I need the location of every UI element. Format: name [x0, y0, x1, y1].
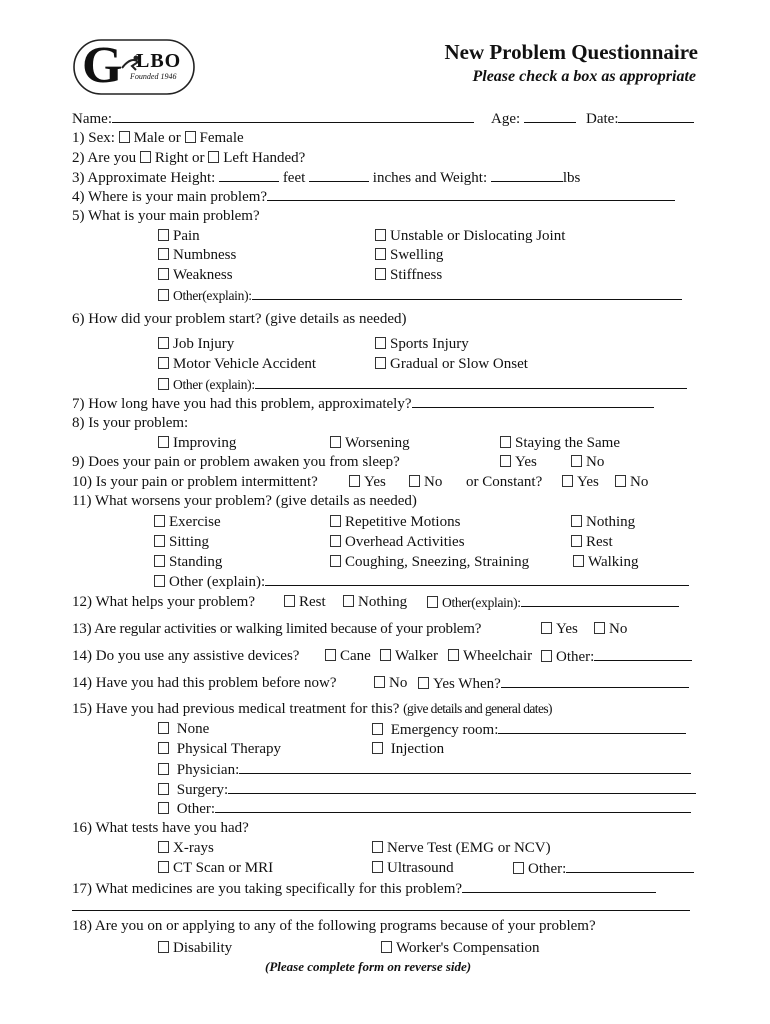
q7-row	[72, 394, 654, 413]
q18-opt-disability	[158, 939, 232, 957]
q16-ct-label: CT Scan or MRI	[173, 860, 274, 876]
name-row	[72, 109, 474, 128]
age-label: Age:	[491, 111, 521, 127]
q17-field[interactable]	[462, 879, 656, 893]
q6-sports-label: Sports Injury	[390, 336, 469, 352]
q15-physician-checkbox[interactable]	[158, 763, 169, 775]
q12-rest-checkbox[interactable]	[284, 595, 295, 607]
q5-other-field[interactable]	[252, 286, 682, 300]
q16-other-checkbox[interactable]	[513, 862, 524, 874]
q17-row	[72, 879, 656, 898]
q9-no-checkbox[interactable]	[571, 455, 582, 467]
q10-opt-yes	[349, 473, 386, 491]
q6-opt-sports	[375, 335, 469, 353]
q1-row	[72, 129, 244, 147]
q11-label: 11) What worsens your problem? (give details as needed)	[72, 493, 417, 509]
date-field[interactable]	[618, 109, 694, 123]
q15-surgery-checkbox[interactable]	[158, 783, 169, 795]
q8-improving-label: Improving	[173, 435, 237, 451]
q8-worsening-label: Worsening	[345, 435, 410, 451]
q2-right-checkbox[interactable]	[140, 151, 151, 163]
q4-label: 4) Where is your main problem?	[72, 189, 268, 205]
q14a-opt-walker	[380, 647, 438, 665]
q16-ct-checkbox[interactable]	[158, 861, 169, 873]
q3-label: 3) Approximate Height:	[72, 170, 216, 186]
q5-opt-numbness	[158, 246, 236, 264]
q10-or-constant: or Constant?	[466, 474, 543, 490]
q6-opt-gradual	[375, 355, 528, 373]
q10-yes-checkbox[interactable]	[349, 475, 360, 487]
q13-yes-checkbox[interactable]	[541, 622, 552, 634]
q13-yes-label: Yes	[556, 621, 578, 637]
q11-opt-repetitive	[330, 513, 460, 531]
q8-opt-improving	[158, 434, 236, 452]
q11-other-checkbox[interactable]	[154, 575, 165, 587]
q18-workers-label: Worker's Compensation	[396, 940, 540, 956]
q15-opt-pt	[158, 740, 281, 758]
q15-pt-checkbox[interactable]	[158, 742, 169, 754]
q15-none-checkbox[interactable]	[158, 722, 169, 734]
q8-label: 8) Is your problem:	[72, 415, 189, 431]
q6-job-label: Job Injury	[173, 336, 235, 352]
q9-opt-no	[571, 453, 604, 471]
q18-label: 18) Are you on or applying to any of the following programs because of your problem?	[72, 918, 596, 934]
q1-female-label: Female	[199, 130, 244, 146]
q15-physician-label: Physician:	[176, 762, 240, 778]
q3-inches-label: inches and Weight:	[372, 170, 488, 186]
q1-label: 1) Sex:	[72, 130, 115, 146]
q15-note: (give details and general dates)	[403, 701, 552, 716]
q2-right-label: Right or	[154, 150, 205, 166]
q14a-opt-cane	[325, 647, 371, 665]
q6-sports-checkbox[interactable]	[375, 337, 386, 349]
q10-no2-label: No	[630, 474, 649, 490]
q17-label: 17) What medicines are you taking specifically for this problem?	[72, 881, 463, 897]
q6-job-checkbox[interactable]	[158, 337, 169, 349]
q15-injection-label: Injection	[390, 741, 445, 757]
q11-opt-coughing	[330, 553, 529, 571]
q12-nothing-label: Nothing	[358, 594, 408, 610]
q5-unstable-label: Unstable or Dislocating Joint	[390, 228, 566, 244]
q15-opt-physician	[158, 760, 691, 779]
q14b-opt-no	[374, 674, 407, 692]
q16-nerve-label: Nerve Test (EMG or NCV)	[387, 840, 551, 856]
q10-yes2-label: Yes	[577, 474, 599, 490]
q16-ultrasound-checkbox[interactable]	[372, 861, 383, 873]
q6-gradual-checkbox[interactable]	[375, 357, 386, 369]
q14a-other-checkbox[interactable]	[541, 650, 552, 662]
q5-weakness-label: Weakness	[173, 267, 233, 283]
q6-label: 6) How did your problem start? (give details as needed)	[72, 311, 407, 327]
q16-opt-other	[513, 859, 694, 878]
q14b-label: 14) Have you had this problem before now?	[72, 675, 337, 691]
q14a-walker-label: Walker	[395, 648, 438, 664]
q5-other-label: Other(explain):	[173, 288, 252, 303]
q6-other-label: Other (explain):	[173, 377, 255, 392]
q13-opt-no	[594, 620, 627, 638]
q8-improving-checkbox[interactable]	[158, 436, 169, 448]
q11-coughing-label: Coughing, Sneezing, Straining	[345, 554, 530, 570]
q10-opt-yes2	[562, 473, 599, 491]
q14a-opt-wheelchair	[448, 647, 532, 665]
q15-surgery-field[interactable]	[228, 780, 696, 794]
q6-gradual-label: Gradual or Slow Onset	[390, 356, 528, 372]
q10-constant-no-checkbox[interactable]	[615, 475, 626, 487]
q13-opt-yes	[541, 620, 578, 638]
q11-opt-overhead	[330, 533, 465, 551]
q6-opt-other	[158, 375, 687, 394]
name-label: Name:	[72, 111, 112, 127]
q10-no-checkbox[interactable]	[409, 475, 420, 487]
name-field[interactable]	[112, 109, 474, 123]
logo	[72, 38, 196, 96]
age-row	[491, 109, 576, 128]
q9-yes-checkbox[interactable]	[500, 455, 511, 467]
q2-row	[72, 149, 305, 167]
q6-opt-mva	[158, 355, 316, 373]
q5-unstable-checkbox[interactable]	[375, 229, 386, 241]
q15-label: 15) Have you had previous medical treatment for this?	[72, 701, 400, 717]
q11-overhead-label: Overhead Activities	[345, 534, 465, 550]
q5-swelling-label: Swelling	[390, 247, 444, 263]
q9-label: 9) Does your pain or problem awaken you from sleep?	[72, 454, 400, 470]
q14a-wheelchair-checkbox[interactable]	[448, 649, 459, 661]
age-field[interactable]	[524, 109, 576, 123]
q17-extra-line[interactable]	[72, 897, 690, 911]
q11-walking-label: Walking	[588, 554, 639, 570]
q8-opt-same	[500, 434, 620, 452]
q11-overhead-checkbox[interactable]	[330, 535, 341, 547]
date-row	[586, 109, 694, 128]
q11-nothing-checkbox[interactable]	[571, 515, 582, 527]
q3-lbs-label: lbs	[562, 170, 581, 186]
q18-disability-label: Disability	[173, 940, 233, 956]
q15-er-label: Emergency room:	[390, 722, 499, 738]
q14a-wheelchair-label: Wheelchair	[463, 648, 533, 664]
q8-same-label: Staying the Same	[515, 435, 620, 451]
q15-surgery-label: Surgery:	[176, 782, 229, 798]
q16-other-label: Other:	[528, 861, 567, 877]
q11-other-field[interactable]	[265, 572, 689, 586]
q8-same-checkbox[interactable]	[500, 436, 511, 448]
q14a-opt-other	[541, 647, 692, 666]
q10-constant-yes-checkbox[interactable]	[562, 475, 573, 487]
q5-pain-checkbox[interactable]	[158, 229, 169, 241]
q11-opt-nothing	[571, 513, 635, 531]
q16-opt-ct	[158, 859, 273, 877]
q3-feet-label: feet	[282, 170, 306, 186]
q16-other-field[interactable]	[566, 859, 694, 873]
q6-other-field[interactable]	[255, 375, 687, 389]
q5-pain-label: Pain	[173, 228, 200, 244]
q10-no-label: No	[424, 474, 443, 490]
q11-exercise-label: Exercise	[169, 514, 221, 530]
q3-row	[72, 168, 580, 187]
q11-rest-label: Rest	[586, 534, 613, 550]
q5-opt-stiffness	[375, 266, 442, 284]
q14b-when-field[interactable]	[501, 674, 689, 688]
q15-row	[72, 700, 552, 718]
q15-injection-checkbox[interactable]	[372, 742, 383, 754]
q14a-cane-label: Cane	[340, 648, 371, 664]
q14b-yes-label: Yes When?	[433, 676, 501, 692]
logo-letters: LBO	[136, 50, 182, 72]
q13-label-text: 13) Are regular activities or walking limited because of your problem?	[72, 621, 482, 637]
q7-field[interactable]	[412, 394, 654, 408]
footer-note: (Please complete form on reverse side)	[265, 959, 472, 974]
q5-opt-other	[158, 286, 682, 305]
logo-founded: Founded 1946	[130, 72, 177, 81]
q5-swelling-checkbox[interactable]	[375, 248, 386, 260]
q16-nerve-checkbox[interactable]	[372, 841, 383, 853]
q18-workers-checkbox[interactable]	[381, 941, 392, 953]
q12-label: 12) What helps your problem?	[72, 594, 256, 610]
q16-xrays-label: X-rays	[173, 840, 214, 856]
q15-other-label: Other:	[176, 801, 216, 817]
q5-stiffness-checkbox[interactable]	[375, 268, 386, 280]
q12-opt-other	[427, 593, 679, 612]
height-feet-field[interactable]	[219, 168, 279, 182]
q15-opt-surgery	[158, 780, 696, 799]
q14a-cane-checkbox[interactable]	[325, 649, 336, 661]
q16-opt-ultrasound	[372, 859, 454, 877]
q16-xrays-checkbox[interactable]	[158, 841, 169, 853]
q5-opt-weakness	[158, 266, 233, 284]
q6-mva-label: Motor Vehicle Accident	[173, 356, 317, 372]
q13-no-checkbox[interactable]	[594, 622, 605, 634]
q11-standing-label: Standing	[169, 554, 223, 570]
date-label: Date:	[586, 111, 619, 127]
q14a-label: 14) Do you use any assistive devices?	[72, 648, 300, 664]
q12-nothing-checkbox[interactable]	[343, 595, 354, 607]
height-inches-field[interactable]	[309, 168, 369, 182]
q14b-yes-checkbox[interactable]	[418, 677, 429, 689]
q10-label: 10) Is your pain or problem intermittent?	[72, 474, 318, 490]
q6-opt-job	[158, 335, 234, 353]
q11-opt-sitting	[154, 533, 209, 551]
q1-or-text: or	[168, 130, 181, 146]
q2-left-label: Left Handed?	[223, 150, 306, 166]
q4-field[interactable]	[267, 187, 675, 201]
q12-opt-rest	[284, 593, 326, 611]
q7-label: 7) How long have you had this problem, approximately?	[72, 396, 412, 412]
q1-male-label: Male	[133, 130, 165, 146]
q10-opt-no	[409, 473, 442, 491]
q11-exercise-checkbox[interactable]	[154, 515, 165, 527]
q15-physician-field[interactable]	[239, 760, 691, 774]
q6-other-checkbox[interactable]	[158, 378, 169, 390]
q16-opt-nerve	[372, 839, 551, 857]
q8-worsening-checkbox[interactable]	[330, 436, 341, 448]
q9-no-label: No	[586, 454, 605, 470]
q11-repetitive-checkbox[interactable]	[330, 515, 341, 527]
q9-yes-label: Yes	[515, 454, 537, 470]
q11-other-label: Other (explain):	[169, 574, 266, 590]
q13-label	[72, 620, 481, 638]
q11-opt-walking	[573, 553, 638, 571]
q5-opt-swelling	[375, 246, 443, 264]
q15-opt-other	[158, 799, 691, 818]
q11-opt-standing	[154, 553, 222, 571]
q1-male-checkbox[interactable]	[119, 131, 130, 143]
q10-yes-label: Yes	[364, 474, 386, 490]
q11-repetitive-label: Repetitive Motions	[345, 514, 461, 530]
q5-opt-unstable	[375, 227, 565, 245]
q11-opt-exercise	[154, 513, 221, 531]
q14b-no-label: No	[389, 675, 408, 691]
q8-opt-worsening	[330, 434, 410, 452]
q12-rest-label: Rest	[299, 594, 326, 610]
q11-standing-checkbox[interactable]	[154, 555, 165, 567]
q5-weakness-checkbox[interactable]	[158, 268, 169, 280]
q9-opt-yes	[500, 453, 537, 471]
q12-other-label: Other(explain):	[442, 595, 521, 610]
q15-er-checkbox[interactable]	[372, 723, 383, 735]
weight-field[interactable]	[491, 168, 563, 182]
q11-nothing-label: Nothing	[586, 514, 636, 530]
q14a-other-label: Other:	[556, 649, 595, 665]
q5-numbness-label: Numbness	[173, 247, 237, 263]
q15-pt-label: Physical Therapy	[176, 741, 282, 757]
q11-sitting-label: Sitting	[169, 534, 210, 550]
q18-opt-workers	[381, 939, 540, 957]
q2-left-checkbox[interactable]	[208, 151, 219, 163]
q16-label: 16) What tests have you had?	[72, 820, 249, 836]
q12-other-field[interactable]	[521, 593, 679, 607]
page-subtitle: Please check a box as appropriate	[472, 68, 696, 85]
q11-coughing-checkbox[interactable]	[330, 555, 341, 567]
q15-opt-injection	[372, 740, 444, 758]
q5-numbness-checkbox[interactable]	[158, 248, 169, 260]
q5-label: 5) What is your main problem?	[72, 208, 260, 224]
q5-stiffness-label: Stiffness	[390, 267, 443, 283]
q15-opt-none	[158, 720, 209, 738]
q14b-no-checkbox[interactable]	[374, 676, 385, 688]
q12-opt-nothing	[343, 593, 407, 611]
q11-opt-rest	[571, 533, 613, 551]
page-title: New Problem Questionnaire	[444, 40, 698, 64]
q11-rest-checkbox[interactable]	[571, 535, 582, 547]
q15-opt-er	[372, 720, 686, 739]
q15-none-label: None	[176, 721, 210, 737]
q4-row	[72, 187, 675, 206]
q18-disability-checkbox[interactable]	[158, 941, 169, 953]
q16-opt-xrays	[158, 839, 214, 857]
q5-other-checkbox[interactable]	[158, 289, 169, 301]
q15-other-checkbox[interactable]	[158, 802, 169, 814]
q13-no-label: No	[609, 621, 628, 637]
q14b-opt-yes	[418, 674, 689, 693]
q11-opt-other	[154, 572, 689, 591]
q6-mva-checkbox[interactable]	[158, 357, 169, 369]
q14a-other-field[interactable]	[594, 647, 692, 661]
q14a-walker-checkbox[interactable]	[380, 649, 391, 661]
q11-walking-checkbox[interactable]	[573, 555, 584, 567]
logo-big-letter: G	[82, 37, 123, 94]
q10-opt-no2	[615, 473, 648, 491]
q15-er-field[interactable]	[498, 720, 686, 734]
q5-opt-pain	[158, 227, 200, 245]
q1-female-checkbox[interactable]	[185, 131, 196, 143]
q12-other-checkbox[interactable]	[427, 596, 438, 608]
q16-ultrasound-label: Ultrasound	[387, 860, 454, 876]
q11-sitting-checkbox[interactable]	[154, 535, 165, 547]
q2-label: 2) Are you	[72, 150, 137, 166]
q15-other-field[interactable]	[215, 799, 691, 813]
